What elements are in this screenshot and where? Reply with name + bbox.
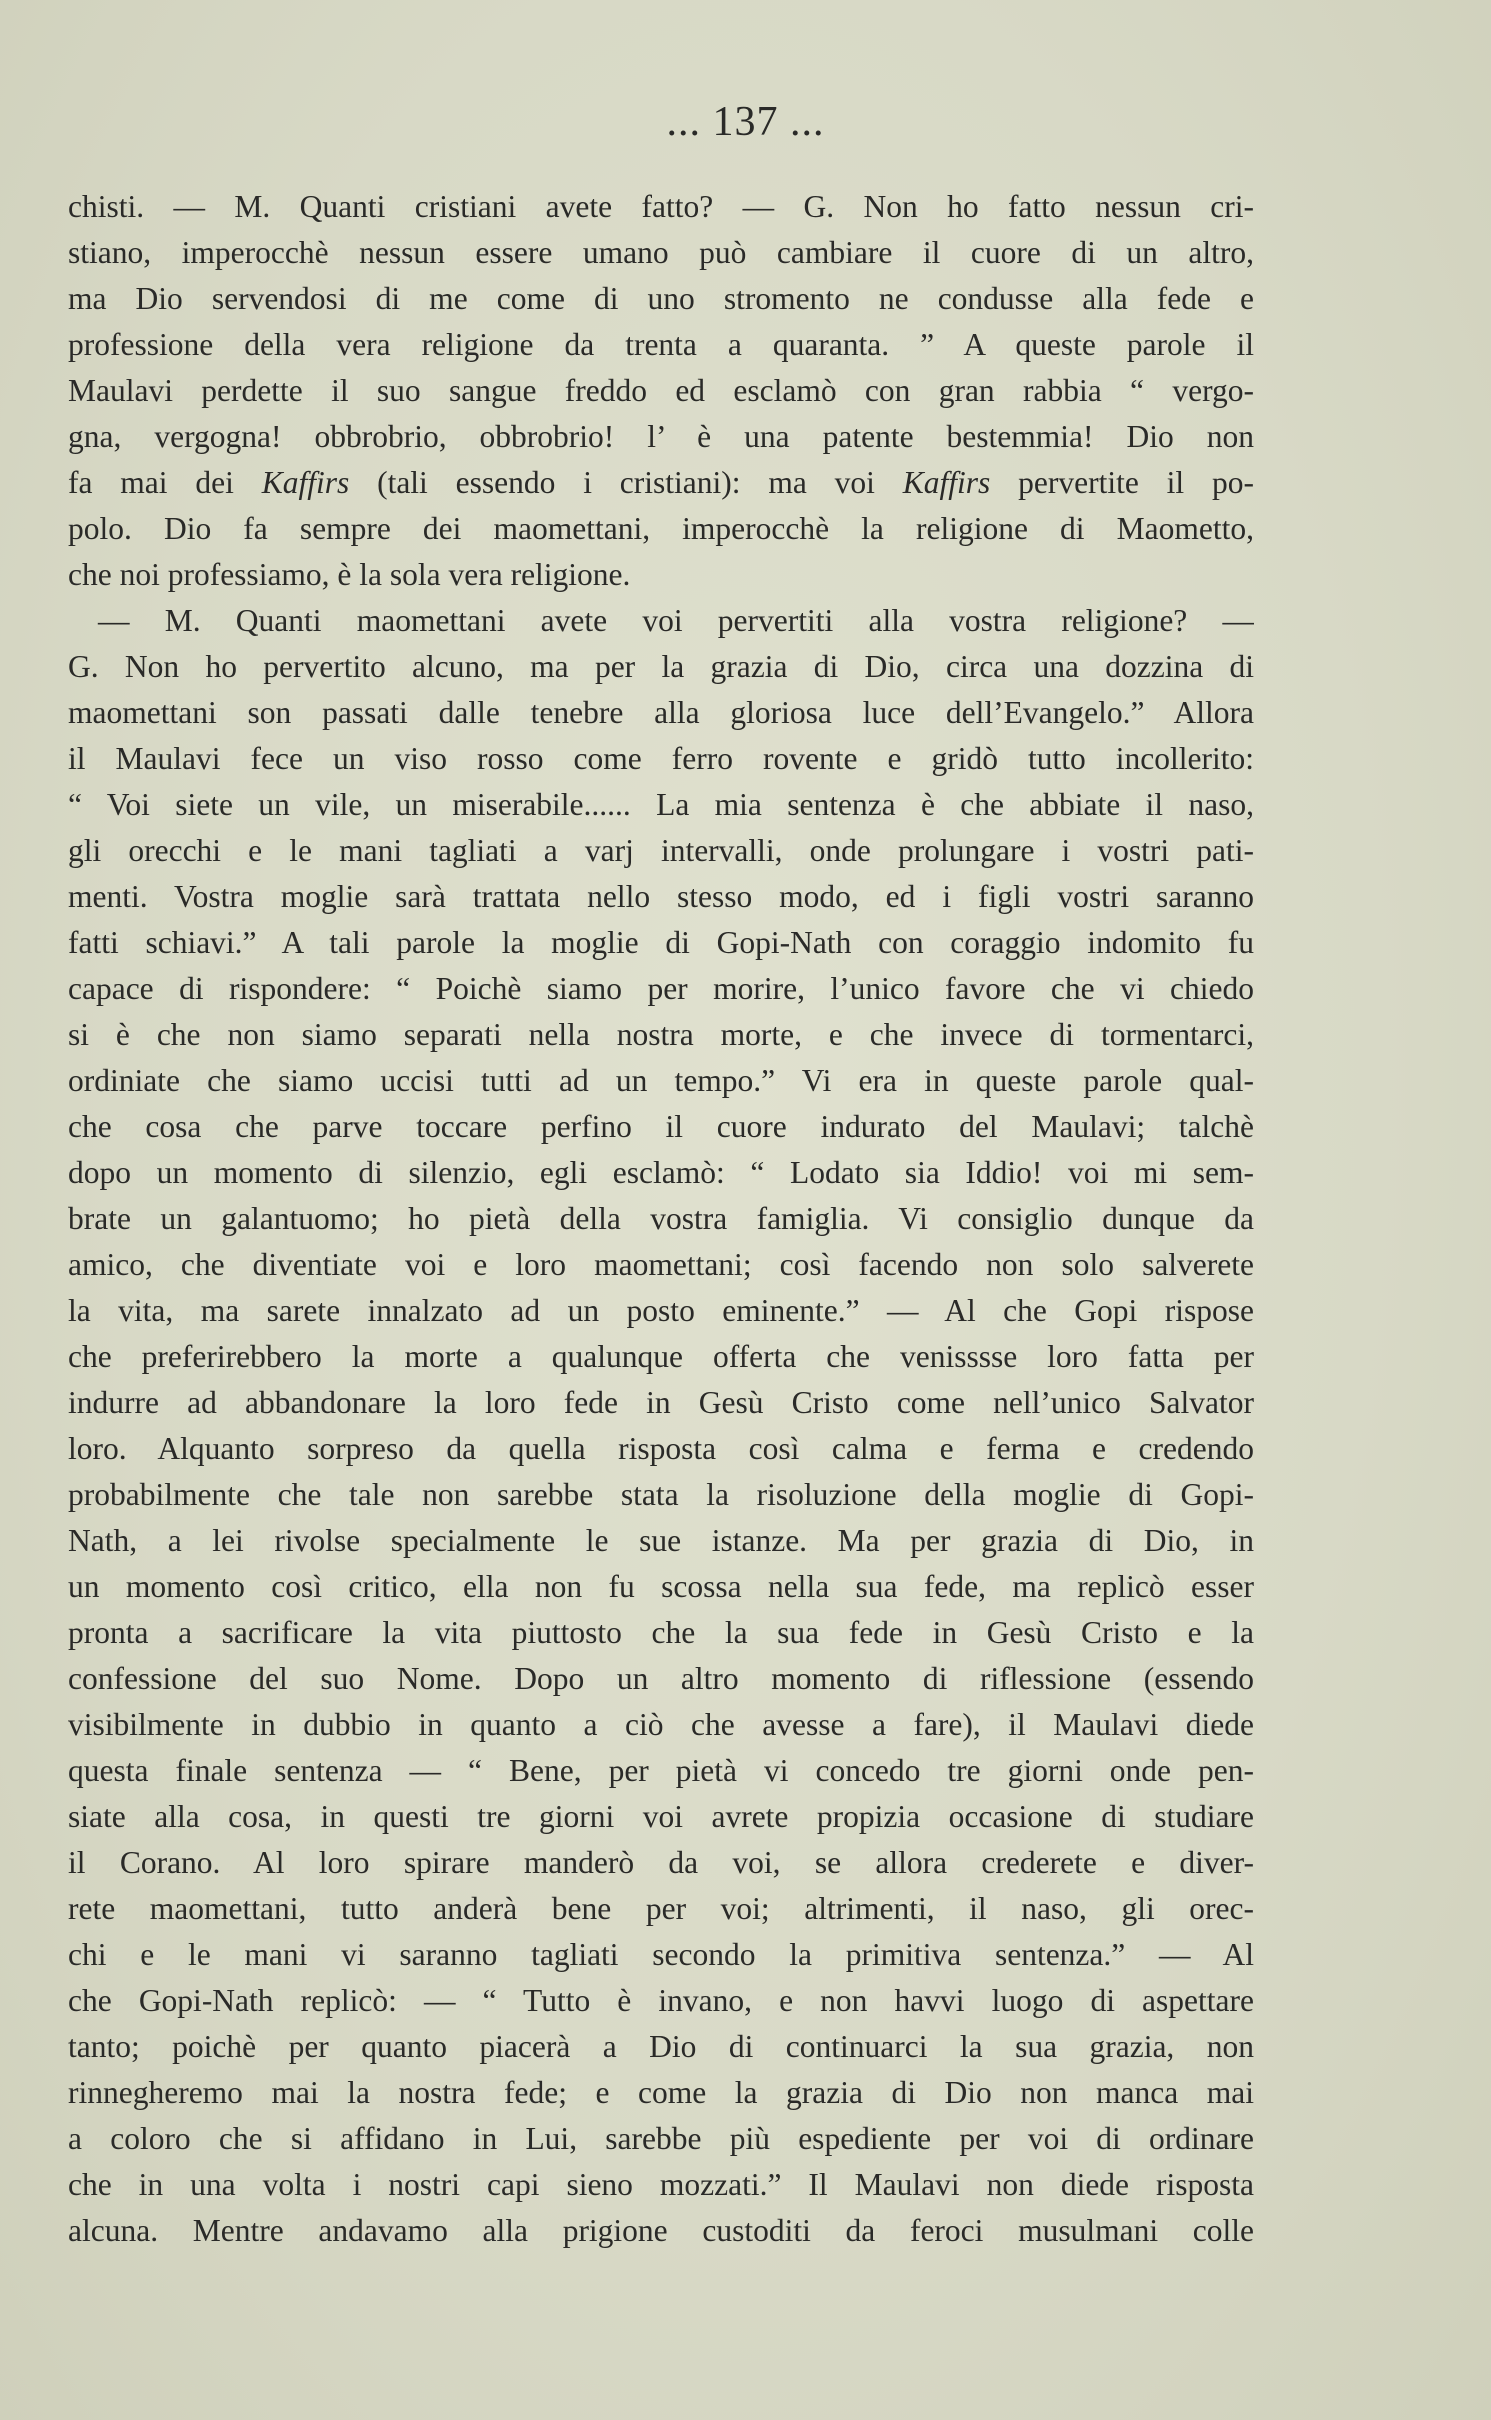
paragraph-end-line: che noi professiamo, è la sola vera religione. bbox=[68, 557, 631, 592]
text-line: si è che non siamo separati nella nostra morte, e che invece di tormentarci, bbox=[68, 1017, 1254, 1052]
text-line: “ Voi siete un vile, un miserabile...... La mia sentenza è che abbiate il naso, bbox=[68, 787, 1254, 822]
body-text bbox=[68, 184, 1254, 2254]
text-line: a coloro che si affidano in Lui, sarebbe più espediente per voi di ordinare bbox=[68, 2121, 1254, 2156]
text-line: che Gopi-Nath replicò: — “ Tutto è invano, e non havvi luogo di aspettare bbox=[68, 1983, 1254, 2018]
text-line: siate alla cosa, in questi tre giorni voi avrete propizia occasione di studiare bbox=[68, 1799, 1254, 1834]
text-line: amico, che diventiate voi e loro maomettani; così facendo non solo salverete bbox=[68, 1247, 1254, 1282]
text-line: che in una volta i nostri capi sieno mozzati.” Il Maulavi non diede risposta bbox=[68, 2167, 1254, 2202]
text-line: probabilmente che tale non sarebbe stata la risoluzione della moglie di Gopi- bbox=[68, 1477, 1254, 1512]
text-line: un momento così critico, ella non fu scossa nella sua fede, ma replicò esser bbox=[68, 1569, 1254, 1604]
text-line: loro. Alquanto sorpreso da quella risposta così calma e ferma e credendo bbox=[68, 1431, 1254, 1466]
text-line: polo. Dio fa sempre dei maomettani, imperocchè la religione di Maometto, bbox=[68, 511, 1254, 546]
text-line: la vita, ma sarete innalzato ad un posto eminente.” — Al che Gopi rispose bbox=[68, 1293, 1254, 1328]
text-line: rete maomettani, tutto anderà bene per voi; altrimenti, il naso, gli orec- bbox=[68, 1891, 1254, 1926]
text-line: chisti. — M. Quanti cristiani avete fatto? — G. Non ho fatto nessun cri- bbox=[68, 189, 1254, 224]
text-line: menti. Vostra moglie sarà trattata nello stesso modo, ed i figli vostri saranno bbox=[68, 879, 1254, 914]
text-line: dopo un momento di silenzio, egli esclamò: “ Lodato sia Iddio! voi mi sem- bbox=[68, 1155, 1254, 1190]
text-line: gna, vergogna! obbrobrio, obbrobrio! l’ è una patente bestemmia! Dio non bbox=[68, 419, 1254, 454]
text-line: stiano, imperocchè nessun essere umano può cambiare il cuore di un altro, bbox=[68, 235, 1254, 270]
text-line: ordiniate che siamo uccisi tutti ad un tempo.” Vi era in queste parole qual- bbox=[68, 1063, 1254, 1098]
text-line: gli orecchi e le mani tagliati a varj intervalli, onde prolungare i vostri pati- bbox=[68, 833, 1254, 868]
text-line: confessione del suo Nome. Dopo un altro momento di riflessione (essendo bbox=[68, 1661, 1254, 1696]
text-line: rinnegheremo mai la nostra fede; e come la grazia di Dio non manca mai bbox=[68, 2075, 1254, 2110]
text-line: che preferirebbero la morte a qualunque offerta che venisssse loro fatta per bbox=[68, 1339, 1254, 1374]
text-line: G. Non ho pervertito alcuno, ma per la grazia di Dio, circa una dozzina di bbox=[68, 649, 1254, 684]
text-line: pronta a sacrificare la vita piuttosto che la sua fede in Gesù Cristo e la bbox=[68, 1615, 1254, 1650]
text-line: Nath, a lei rivolse specialmente le sue istanze. Ma per grazia di Dio, in bbox=[68, 1523, 1254, 1558]
text-line: questa finale sentenza — “ Bene, per pietà vi concedo tre giorni onde pen- bbox=[68, 1753, 1254, 1788]
text-line: visibilmente in dubbio in quanto a ciò che avesse a fare), il Maulavi diede bbox=[68, 1707, 1254, 1742]
text-line: fatti schiavi.” A tali parole la moglie di Gopi-Nath con coraggio indomito fu bbox=[68, 925, 1254, 960]
text-line: brate un galantuomo; ho pietà della vostra famiglia. Vi consiglio dunque da bbox=[68, 1201, 1254, 1236]
text-line: tanto; poichè per quanto piacerà a Dio di continuarci la sua grazia, non bbox=[68, 2029, 1254, 2064]
text-line: indurre ad abbandonare la loro fede in Gesù Cristo come nell’unico Salvator bbox=[68, 1385, 1254, 1420]
paragraph-start-line: — M. Quanti maomettani avete voi pervertiti alla vostra religione? — bbox=[98, 603, 1254, 638]
text-line: ma Dio servendosi di me come di uno stromento ne condusse alla fede e bbox=[68, 281, 1254, 316]
text-line: il Corano. Al loro spirare manderò da voi, se allora crederete e diver- bbox=[68, 1845, 1254, 1880]
text-line: maomettani son passati dalle tenebre alla gloriosa luce dell’Evangelo.” Allora bbox=[68, 695, 1254, 730]
text-line: chi e le mani vi saranno tagliati secondo la primitiva sentenza.” — Al bbox=[68, 1937, 1254, 1972]
page-number: ... 137 ... bbox=[666, 99, 825, 145]
text-line: il Maulavi fece un viso rosso come ferro rovente e gridò tutto incollerito: bbox=[68, 741, 1254, 776]
text-line: professione della vera religione da trenta a quaranta. ” A queste parole il bbox=[68, 327, 1254, 362]
text-line: che cosa che parve toccare perfino il cuore indurato del Maulavi; talchè bbox=[68, 1109, 1254, 1144]
text-line: fa mai dei Kaffirs (tali essendo i cristiani): ma voi Kaffirs pervertite il po- bbox=[68, 465, 1254, 500]
text-line: alcuna. Mentre andavamo alla prigione custoditi da feroci musulmani colle bbox=[68, 2213, 1254, 2248]
text-line: capace di rispondere: “ Poichè siamo per morire, l’unico favore che vi chiedo bbox=[68, 971, 1254, 1006]
text-line: Maulavi perdette il suo sangue freddo ed esclamò con gran rabbia “ vergo- bbox=[68, 373, 1254, 408]
